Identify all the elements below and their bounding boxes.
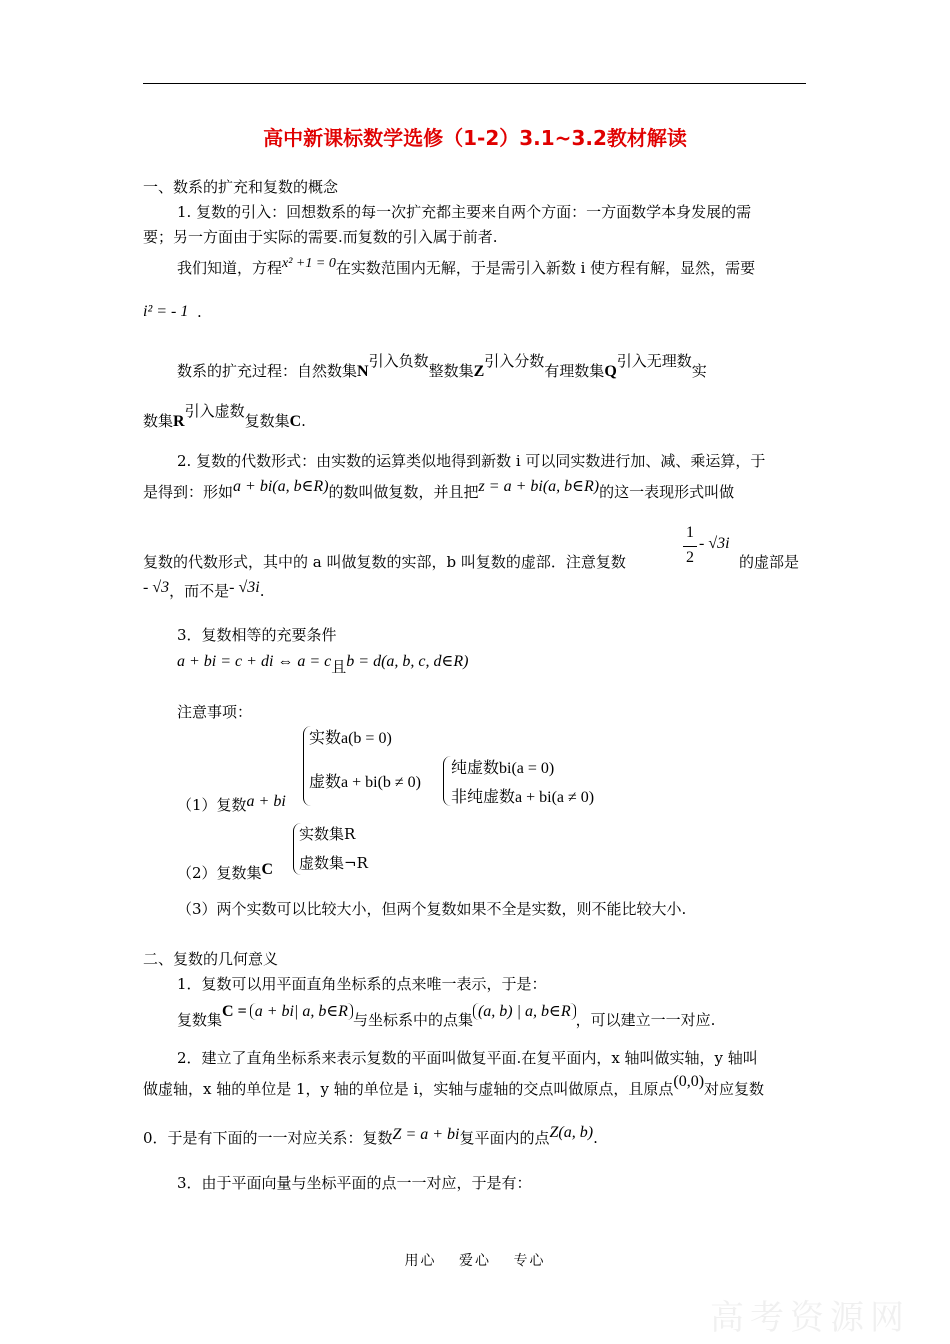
real-set-text: 实数集R	[299, 825, 356, 843]
s2-para-2c-text-1: 0．于是有下面的一一对应关系：复数	[143, 1129, 393, 1147]
point-Z: Z(a, b)	[549, 1124, 594, 1141]
para-4b-text-3: 的这一表现形式叫做	[599, 483, 735, 501]
set-N: N	[357, 363, 369, 380]
imag-set-case: 虚数集¬R	[299, 854, 368, 872]
page-footer: 用心 爱心 专心	[404, 1253, 546, 1269]
fraction-numerator: 1	[686, 524, 694, 541]
period-mark: .	[197, 303, 202, 321]
s2-para-2b-text-1: 做虚轴，x 轴的单位是 1，y 轴的单位是 i，实轴与虚轴的交点叫做原点，且原点	[143, 1080, 674, 1098]
para-5-equation	[177, 650, 469, 676]
watermark: 高考资源网	[710, 1298, 910, 1338]
equation-Z: Z = a + bi	[392, 1126, 460, 1143]
note-1-label: （1）复数	[177, 796, 247, 814]
header-rule	[143, 83, 806, 84]
para-3-lead: 数系的扩充过程：自然数集	[177, 362, 358, 380]
para-3-line2: 数集R引入虚数复数集C.	[143, 402, 306, 430]
para-4a: 2. 复数的代数形式：由实数的运算类似地得到新数 i 可以同实数进行加、减、乘运算，于	[177, 452, 766, 470]
equation-neg-sqrt3-i: - √3i	[229, 579, 260, 596]
equation-z-a-bi: z = a + bi(a, b∈R)	[478, 478, 600, 495]
set-Q: Q	[604, 363, 617, 380]
s2-para-1b-text-1: 复数集	[177, 1011, 223, 1029]
para-4c-text: 复数的代数形式，其中的 a 叫做复数的实部，b 叫复数的虚部．注意复数	[143, 553, 626, 571]
para-1a: 1. 复数的引入：回想数系的每一次扩充都主要来自两个方面：一方面数学本身发展的需	[177, 203, 752, 221]
origin-point: (0,0)	[673, 1073, 705, 1090]
fraction-bar	[683, 546, 697, 547]
s2-para-1b-text-2: 与坐标系中的点集	[352, 1011, 473, 1029]
fraction-denominator: 2	[686, 549, 694, 566]
real-set-label-a: 实	[691, 362, 707, 380]
arrow-label-irrational: 引入无理数	[616, 352, 692, 370]
note-2	[177, 862, 273, 883]
complex-set-label: 复数集	[244, 412, 290, 430]
equation-a-bi: a + bi(a, b∈R)	[233, 478, 329, 495]
s2-para-3: 3．由于平面向量与坐标平面的点一一对应，于是有：	[177, 1174, 532, 1192]
arrow-label-negative: 引入负数	[368, 352, 429, 370]
document-title: 高中新课标数学选修（1-2）3.1~3.2教材解读	[263, 126, 687, 150]
equation-x-squared: x² +1 = 0	[282, 256, 336, 271]
para-2-text-b: 在实数范围内无解，于是需引入新数 i 使方程有解，显然，需要	[335, 259, 756, 277]
s2-para-2b-text-2: 对应复数	[704, 1080, 765, 1098]
section-2-heading: 二、复数的几何意义	[143, 950, 279, 968]
s2-set-C: C =	[222, 1003, 247, 1020]
s2-para-1b-text-3: ，可以建立一一对应.	[575, 1011, 716, 1029]
nonpure-imag-case: 非纯虚数a + bi(a ≠ 0)	[451, 789, 595, 806]
para-5-heading: 3．复数相等的充要条件	[177, 626, 337, 644]
para-4c-tail: 的虚部是	[739, 553, 800, 571]
note-1	[177, 794, 286, 815]
note-2-label: （2）复数集	[177, 864, 262, 882]
rational-set-label: 有理数集	[544, 362, 605, 380]
s2-para-1a: 1．复数可以用平面直角坐标系的点来唯一表示，于是：	[177, 975, 547, 993]
para-4b-text-1: 是得到：形如	[143, 483, 234, 501]
para-2-text-a: 我们知道，方程	[177, 259, 283, 277]
fraction-rest: - √3i	[699, 535, 730, 552]
para-3-line1	[177, 352, 707, 381]
s2-para-2a: 2．建立了直角坐标系来表示复数的平面叫做复平面.在复平面内，x 轴叫做实轴，y 轴叫	[177, 1049, 758, 1067]
s2-para-1b	[177, 1003, 716, 1030]
s2-para-2b	[143, 1073, 765, 1099]
s2-set-points: (a, b) | a, b∈R	[473, 1003, 576, 1020]
note-3: （3）两个实数可以比较大小，但两个复数如果不全是实数，则不能比较大小.	[177, 900, 687, 918]
real-number-case: 实数a(b = 0)	[309, 730, 392, 747]
arrow-label-fraction: 引入分数	[484, 352, 545, 370]
equation-equality: a + bi = c + di ⇔ a = c	[177, 653, 332, 670]
notes-heading: 注意事项：	[177, 703, 253, 721]
para-4d: - √3，而不是- √3i.	[143, 579, 265, 600]
section-1-heading: 一、数系的扩充和复数的概念	[143, 178, 339, 196]
s2-set-complex: a + bi| a, b∈R	[250, 1003, 353, 1020]
s2-para-2c-text-3: .	[593, 1129, 598, 1147]
note-2-set-C: C	[261, 861, 274, 878]
para-4d-text: ，而不是	[169, 582, 230, 600]
integer-set-label: 整数集	[428, 362, 474, 380]
para-4b-text-2: 的数叫做复数，并且把	[328, 483, 479, 501]
note-1-variable: a + bi	[246, 793, 286, 810]
set-Z: Z	[473, 363, 485, 380]
equation-equality-cond: b = d(a, b, c, d∈R)	[346, 653, 469, 670]
equation-i-squared: i² = - 1	[143, 303, 189, 320]
para-2	[177, 257, 755, 278]
arrow-label-imaginary: 引入虚数	[184, 402, 245, 420]
pure-imag-case: 纯虚数bi(a = 0)	[451, 760, 555, 777]
para-1b: 要；另一方面由于实际的需要.而复数的引入属于前者.	[143, 228, 498, 246]
real-set-case	[299, 823, 355, 844]
para-4b	[143, 478, 735, 502]
s2-para-2c	[143, 1124, 598, 1148]
and-label: 且	[331, 658, 347, 676]
set-C: C	[289, 413, 302, 430]
equation-neg-sqrt3: - √3	[143, 579, 170, 596]
imag-number-case: 虚数a + bi(b ≠ 0)	[309, 774, 422, 791]
set-R: R	[173, 413, 185, 430]
real-set-label-b: 数集	[143, 412, 174, 430]
s2-para-2c-text-2: 复平面内的点	[459, 1129, 550, 1147]
